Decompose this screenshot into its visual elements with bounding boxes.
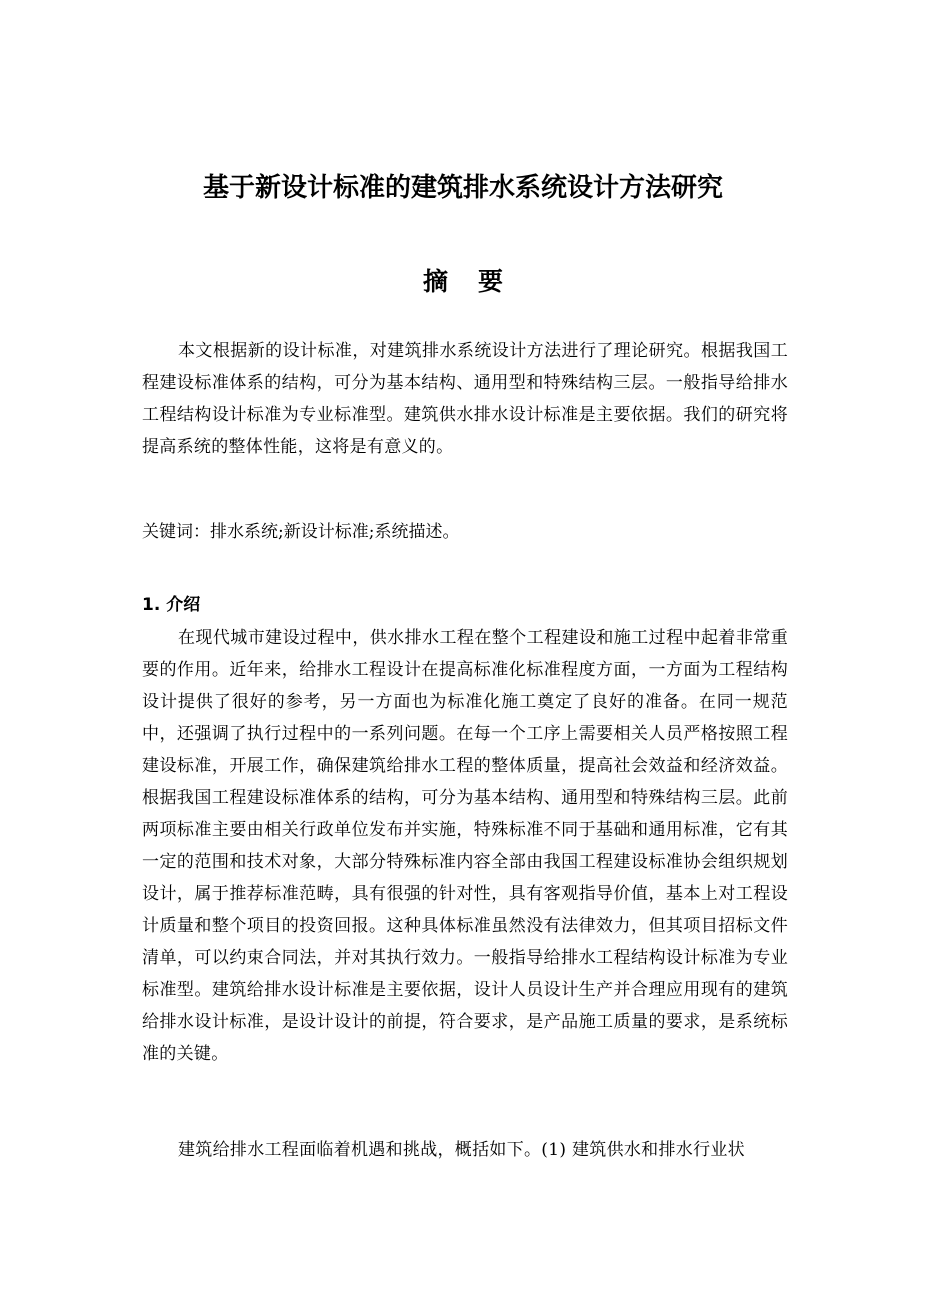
paper-title: 基于新设计标准的建筑排水系统设计方法研究 [202, 173, 723, 203]
body-paragraph: 在现代城市建设过程中，供水排水工程在整个工程建设和施工过程中起着非常重要的作用。近年来，给排水工程设计在提高标准化标准程度方面，一方面为工程结构设计提供了很好的参考，另一方面也为标准化施工奠定了良好的准备。在同一规范中，还强调了执行过程中的一系列问题。在每一个工序上需要相关人员严格按照工程建设标准，开展工作，确保建筑给排水工程的整体质量，提高社会效益和经济效益。根据我国工程建设标准体系的结构，可分为基本结构、通用型和特殊结构三层。此前两项标准主要由相关行政单位发布并实施，特殊标准不同于基础和通用标准，它有其一定的范围和技术对象，大部分特殊标准内容全部由我国工程建设标准协会组织规划设计，属于推荐标准范畴，具有很强的针对性，具有客观指导价值，基本上对工程设计质量和整个项目的投资回报。这种具体标准虽然没有法律效力，但其项目招标文件清单，可以约束合同法，并对其执行效力。一般指导给排水工程结构设计标准为专业标准型。建筑给排水设计标准是主要依据，设计人员设计生产并合理应用现有的建筑给排水设计标准，是设计设计的前提，符合要求，是产品施工质量的要求，是系统标准的关键。 [142, 628, 788, 1064]
keywords-label: 关键词： [142, 522, 210, 542]
section-heading-introduction: 1. 介绍 [142, 595, 201, 615]
abstract-heading: 摘要 [422, 267, 533, 296]
keywords-value: 排水系统;新设计标准;系统描述。 [210, 522, 460, 542]
keywords-line [142, 516, 788, 548]
abstract-body: 本文根据新的设计标准，对建筑排水系统设计方法进行了理论研究。根据我国工程建设标准体系的结构，可分为基本结构、通用型和特殊结构三层。一般指导给排水工程结构设计标准为专业标准型。建筑供水排水设计标准是主要依据。我们的研究将提高系统的整体性能，这将是有意义的。 [142, 341, 788, 457]
body-paragraph: 建筑给排水工程面临着机遇和挑战，概括如下。(1) 建筑供水和排水行业状 [178, 1140, 745, 1160]
